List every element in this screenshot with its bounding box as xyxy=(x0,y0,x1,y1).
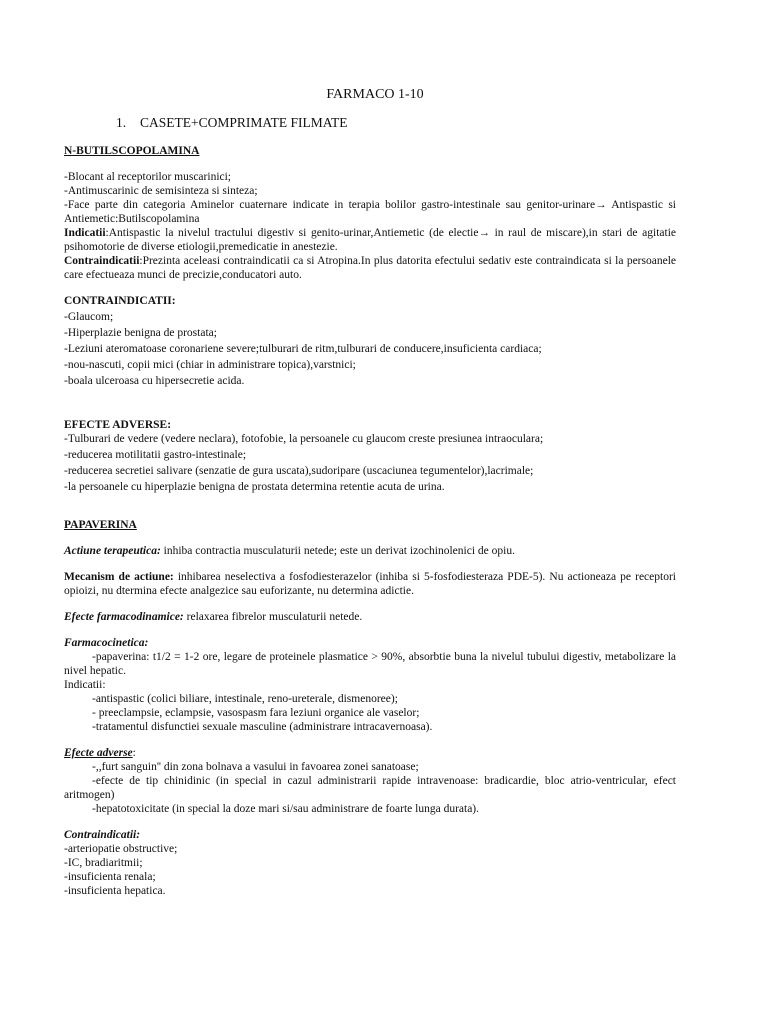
papaverina-actiune xyxy=(64,544,676,558)
papaverina-contraindicatii-item: -arteriopatie obstructive; xyxy=(64,843,178,855)
butil-line-3: -Face parte din categoria Aminelor cuaternare indicate in terapia bolilor gastro-intestinale sau genitor-urinare→ Antispastic si Antiemetic:Butilscopolamina xyxy=(64,199,676,225)
contraindicatii-item: -boala ulceroasa cu hipersecretie acida. xyxy=(64,375,245,387)
efecte-adverse-item: -reducerea secretiei salivare (senzatie de gura uscata),sudoripare (uscaciunea tegumentelor),lacrimale; xyxy=(64,465,534,477)
papaverina-contraindicatii-item: -IC, bradiaritmii; xyxy=(64,857,143,869)
papaverina-contraindicatii-item: -insuficienta hepatica. xyxy=(64,885,166,897)
document-title: FARMACO 1-10 xyxy=(326,87,424,102)
contraindicatii-item: -Hiperplazie benigna de prostata; xyxy=(64,327,217,339)
papaverina-indicatii-label: Indicatii: xyxy=(64,679,106,691)
mecanism-text: inhibarea neselectiva a fosfodiesterazelor (inhiba si 5-fosfodiesteraza PDE-5). Nu actioneaza pe receptori opioizi, nu dtermina efecte analgezice sau euforizante, nu determina adictie. xyxy=(64,571,676,597)
efecte-adverse-item: -reducerea motilitatii gastro-intestinale; xyxy=(64,449,247,461)
papaverina-contraindicatii-label: Contraindicatii: xyxy=(64,829,141,841)
actiune-text: inhiba contractia musculaturii netede; este un derivat izochinolenici de opiu. xyxy=(160,545,515,557)
section-subtitle xyxy=(116,114,676,131)
actiune-label: Actiune terapeutica: xyxy=(64,545,161,557)
butil-line-2: -Antimuscarinic de semisinteza si sinteza; xyxy=(64,185,258,197)
butil-line-1: -Blocant al receptorilor muscarinici; xyxy=(64,171,232,183)
subtitle-text: CASETE+COMPRIMATE FILMATE xyxy=(140,115,348,130)
heading-contraindicatii: CONTRAINDICATII: xyxy=(64,295,176,307)
papaverina-mecanism xyxy=(64,570,676,598)
heading-efecte-adverse: EFECTE ADVERSE: xyxy=(64,419,172,431)
heading-papaverina: PAPAVERINA xyxy=(64,519,137,531)
efecte-adverse-item: -la persoanele cu hiperplazie benigna de prostata determina retentie acuta de urina. xyxy=(64,481,445,493)
papaverina-contraindicatii-item: -insuficienta renala; xyxy=(64,871,156,883)
document-content xyxy=(64,86,676,898)
papaverina-efecte-adverse-item: -hepatotoxicitate (in special la doze mari si/sau administrare de foarte lunga durata). xyxy=(92,803,480,815)
farmacocinetica-text: -papaverina: t1/2 = 1-2 ore, legare de proteinele plasmatice > 90%, absorbtie buna la nivelul tubului digestiv, metabolizare la nivel hepatic. xyxy=(64,651,676,677)
farmacocinetica-label: Farmacocinetica: xyxy=(64,637,149,649)
papaverina-efecte-farmacodinamice xyxy=(64,610,676,624)
subtitle-number: 1. xyxy=(116,115,127,130)
efecte-fd-label: Efecte farmacodinamice: xyxy=(64,611,184,623)
contraindicatii-item: -nou-nascuti, copii mici (chiar in administrare topica),varstnici; xyxy=(64,359,356,371)
papaverina-indicatii-item: -antispastic (colici biliare, intestinale, reno-ureterale, dismenoree); xyxy=(92,693,398,705)
papaverina-indicatii-item: -tratamentul disfunctiei sexuale masculine (administrare intracavernoasa). xyxy=(92,721,433,733)
indicatii-text: :Antispastic la nivelul tractului digestiv si genito-urinar,Antiemetic (de electie→ in raul de miscare),in stari de agitatie psihomotorie de diverse etiologii,premedicatie in anestezie. xyxy=(64,227,676,253)
contraindicatii-text: :Prezinta aceleasi contraindicatii ca si Atropina.In plus datorita efectului sedativ este contraindicata si la persoanele care efectueaza munci de precizie,conducatori auto. xyxy=(64,255,676,281)
butil-indicatii xyxy=(64,226,676,254)
efecte-fd-text: relaxarea fibrelor musculaturii netede. xyxy=(183,611,363,623)
mecanism-label: Mecanism de actiune: xyxy=(64,571,174,583)
papaverina-efecte-adverse-item: -,,furt sanguin'' din zona bolnava a vasului in favoarea zonei sanatoase; xyxy=(92,761,419,773)
ea-colon: : xyxy=(132,747,136,759)
heading-butilscopolamina: N-BUTILSCOPOLAMINA xyxy=(64,145,200,157)
contraindicatii-label: Contraindicatii xyxy=(64,255,140,267)
efecte-adverse-item: -Tulburari de vedere (vedere neclara), fotofobie, la persoanele cu glaucom creste presiunea intraoculara; xyxy=(64,433,544,445)
contraindicatii-item: -Glaucom; xyxy=(64,311,114,323)
butil-contraindicatii xyxy=(64,254,676,282)
contraindicatii-item: -Leziuni ateromatoase coronariene severe;tulburari de ritm,tulburari de conducere,insuficienta cardiaca; xyxy=(64,343,542,355)
papaverina-efecte-adverse-label xyxy=(64,746,676,760)
ea-label: Efecte adverse xyxy=(64,747,133,759)
papaverina-indicatii-item: - preeclampsie, eclampsie, vasospasm fara leziuni organice ale vaselor; xyxy=(92,707,420,719)
papaverina-efecte-adverse-item: -efecte de tip chinidinic (in special in cazul administrarii rapide intravenoase: bradicardie, bloc atrio-ventricular, efect aritmogen) xyxy=(64,775,676,801)
indicatii-label: Indicatii xyxy=(64,227,106,239)
